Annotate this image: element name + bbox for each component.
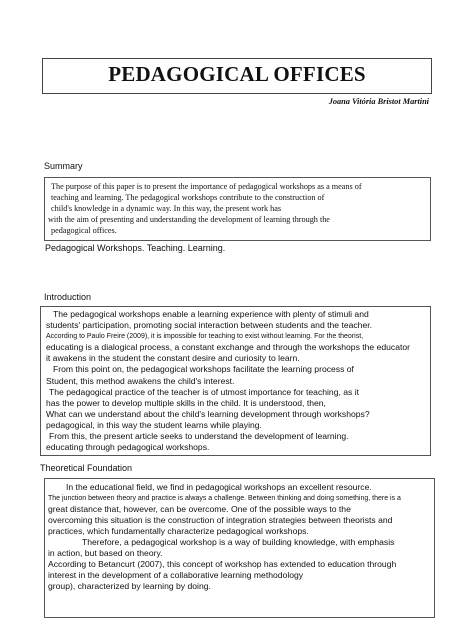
intro-line: pedagogical, in this way the student learns while playing. xyxy=(46,419,262,430)
document-title: PEDAGOGICAL OFFICES xyxy=(108,62,366,86)
theory-line: overcoming this situation is the construction of integration strategies between theorists and xyxy=(48,515,393,525)
author-name: Joana Vitória Bristot Martini xyxy=(328,97,429,106)
introduction-box xyxy=(40,306,431,456)
title-box xyxy=(42,58,432,94)
intro-line: has the power to develop multiple skills in the child. It is understood, then, xyxy=(46,397,326,408)
theory-line: in action, but based on theory. xyxy=(48,548,163,558)
theory-line: practices, which fundamentally characterize pedagogical workshops. xyxy=(48,526,309,536)
intro-line: educating is a dialogical process, a constant exchange and through the workshops the educator xyxy=(46,342,411,353)
summary-line: teaching and learning. The pedagogical workshops contribute to the construction of xyxy=(51,193,325,202)
intro-line: educating through pedagogical workshops. xyxy=(46,442,210,453)
intro-line: From this, the present article seeks to understand the development of learning. xyxy=(49,431,349,442)
intro-line: Student, this method awakens the child's interest. xyxy=(46,375,235,386)
summary-box xyxy=(44,177,431,241)
summary-heading: Summary xyxy=(44,161,83,171)
intro-line: The pedagogical practice of the teacher is of utmost importance for teaching, as it xyxy=(49,386,360,397)
theoretical-heading: Theoretical Foundation xyxy=(40,463,133,473)
summary-line: child's knowledge in a dynamic way. In this way, the present work has xyxy=(51,204,282,213)
summary-line: The purpose of this paper is to present the importance of pedagogical workshops as a means of xyxy=(51,182,362,191)
summary-line: with the aim of presenting and understanding the development of learning through the xyxy=(48,215,330,224)
intro-line: What can we understand about the child's learning development through workshops? xyxy=(46,408,370,419)
introduction-heading: Introduction xyxy=(44,292,92,302)
theory-line: According to Betancurt (2007), this concept of workshop has extended to education through xyxy=(48,559,397,569)
theory-line: In the educational field, we find in pedagogical workshops an excellent resource. xyxy=(66,482,372,492)
theory-line: The junction between theory and practice is always a challenge. Between thinking and doing something, there is a xyxy=(48,495,401,502)
intro-line: According to Paulo Freire (2009), it is impossible for teaching to exist without learning. For the theorist, xyxy=(46,333,364,341)
intro-line: students' participation, promoting social interaction between students and the teacher. xyxy=(46,320,373,331)
intro-line: it awakens in the student the constant desire and curiosity to learn. xyxy=(46,353,300,364)
intro-line: From this point on, the pedagogical workshops facilitate the learning process of xyxy=(53,364,354,375)
theory-line: interest in the development of a collaborative learning methodology xyxy=(48,570,304,580)
keywords: Pedagogical Workshops. Teaching. Learning. xyxy=(45,243,226,253)
theoretical-box xyxy=(44,478,435,618)
intro-line: The pedagogical workshops enable a learning experience with plenty of stimuli and xyxy=(53,309,369,319)
theory-line: group), characterized by learning by doing. xyxy=(48,581,211,591)
summary-line: pedagogical offices. xyxy=(51,226,117,235)
theory-line: great distance that, however, can be overcome. One of the possible ways to the xyxy=(48,504,351,514)
theory-line: Therefore, a pedagogical workshop is a way of building knowledge, with emphasis xyxy=(82,537,395,547)
